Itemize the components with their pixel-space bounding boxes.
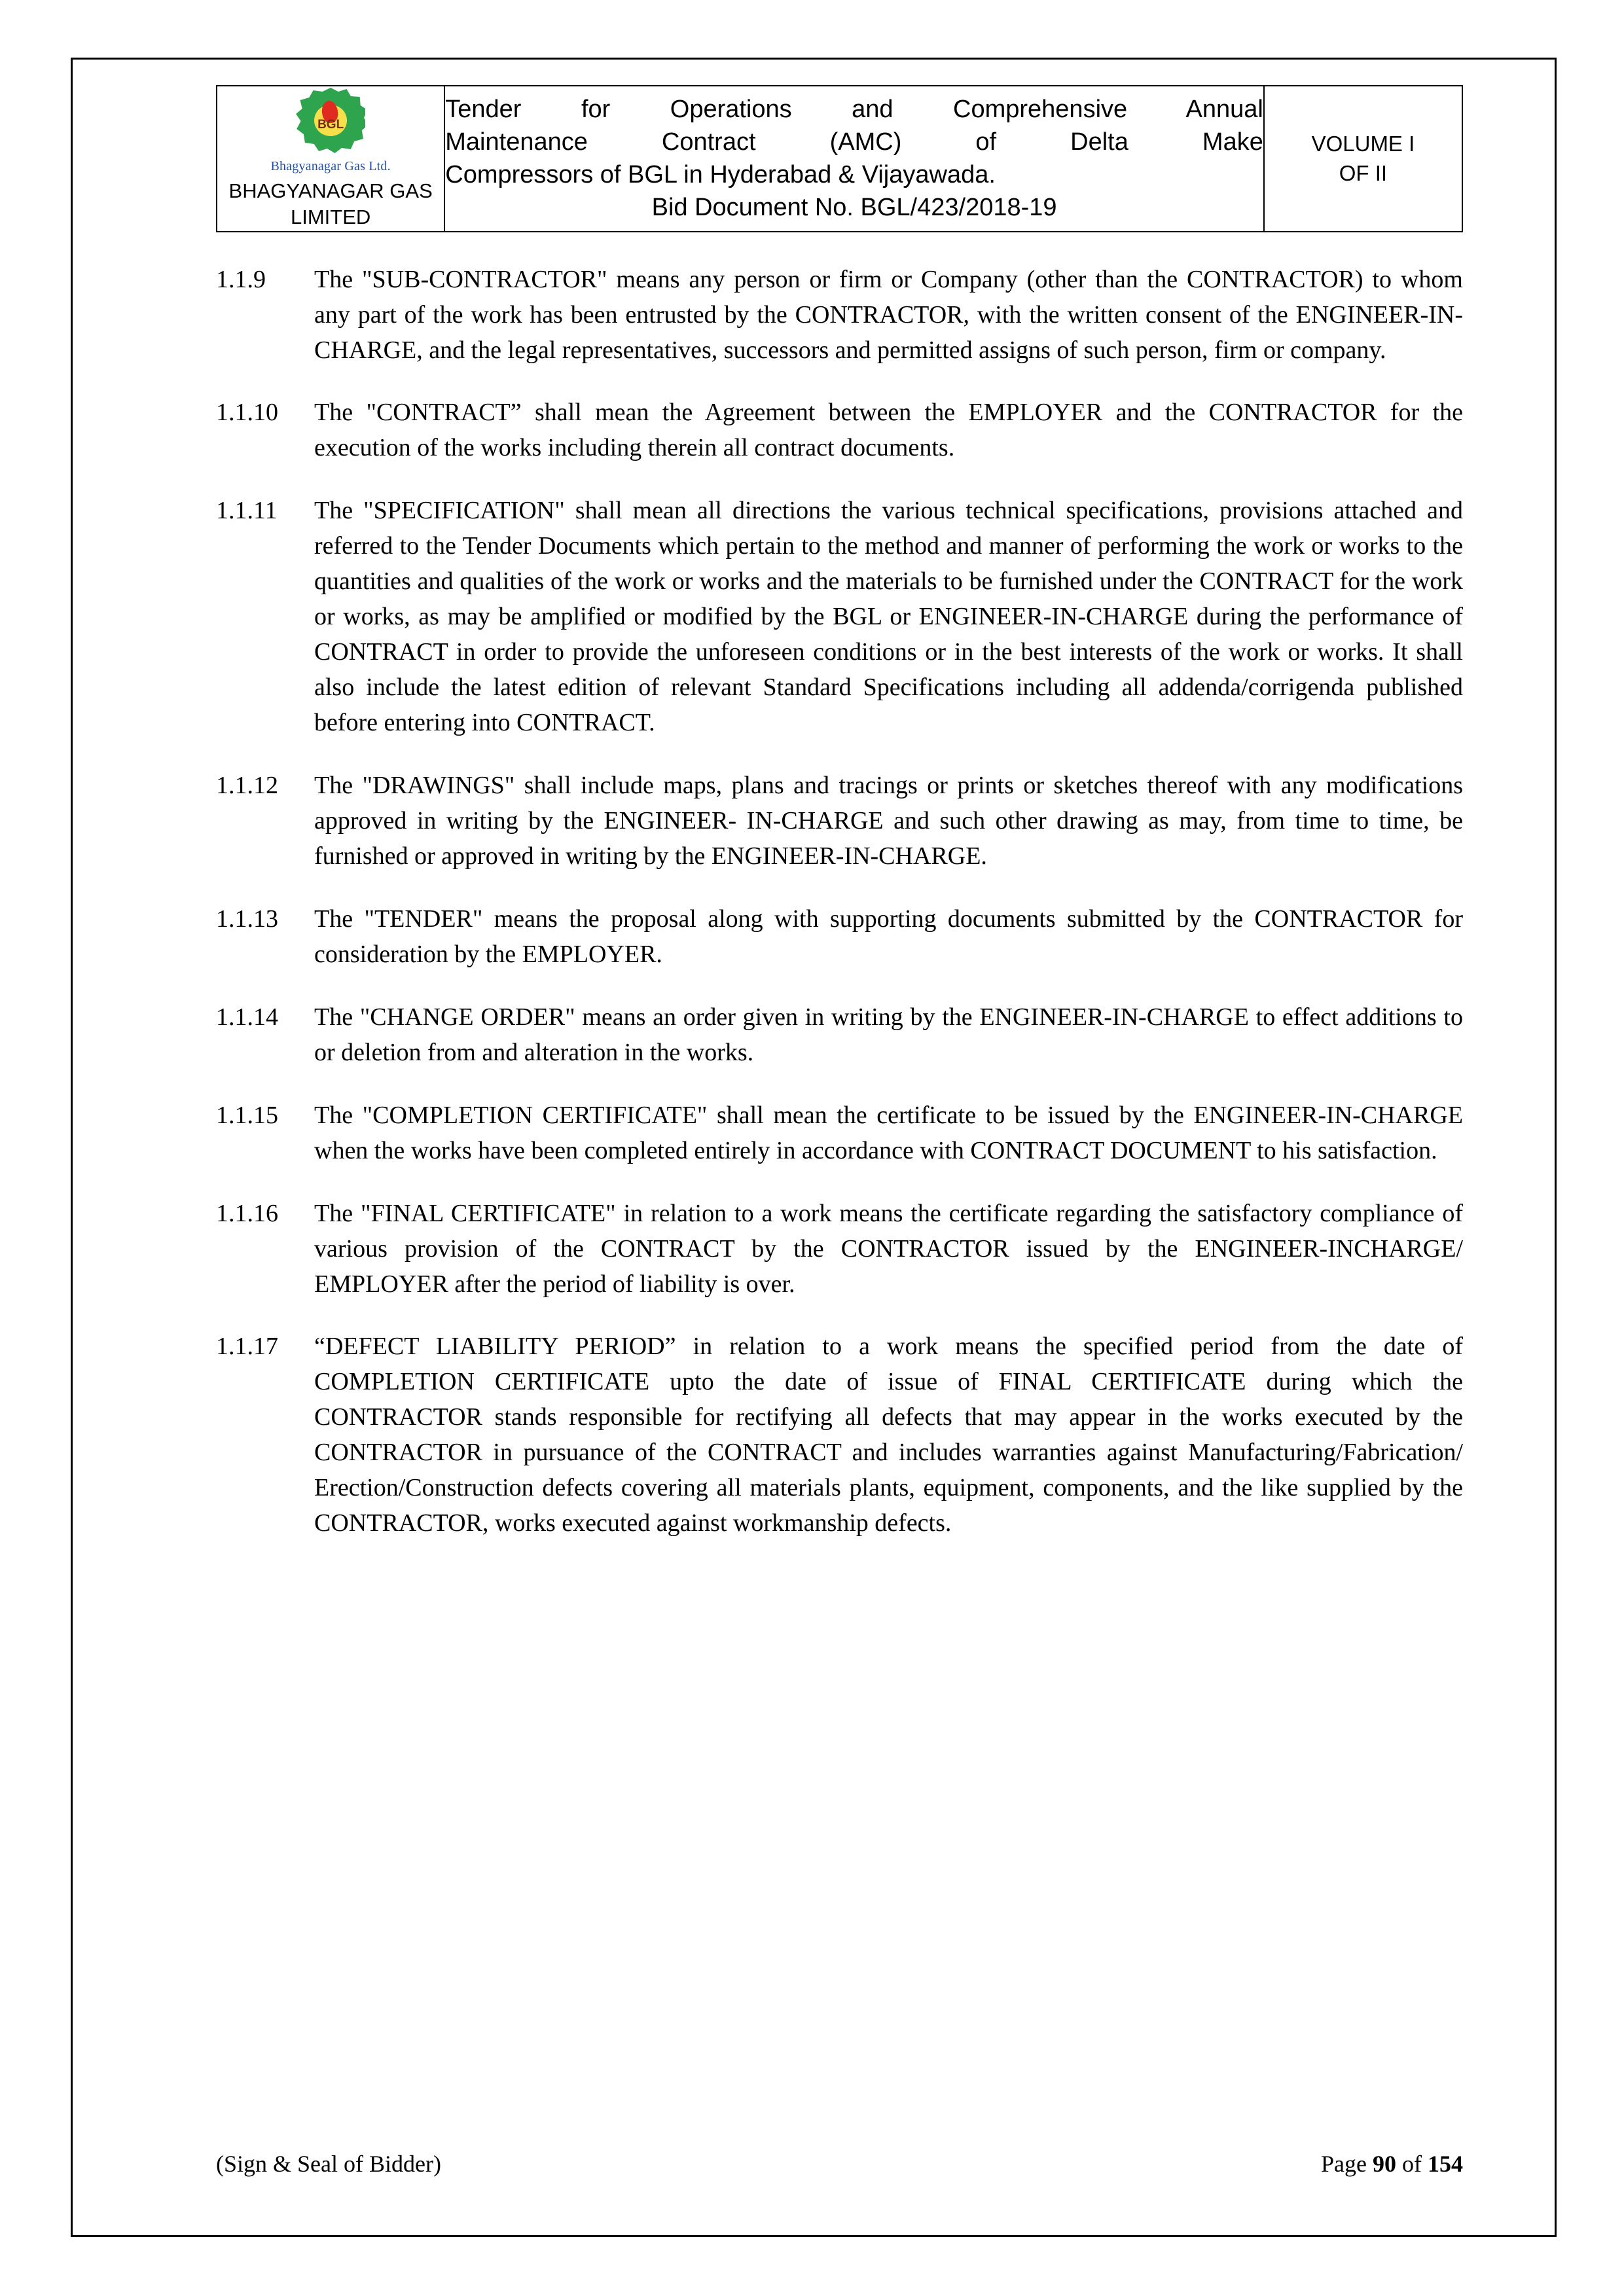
- logo-tagline: Bhagyanagar Gas Ltd.: [270, 159, 391, 173]
- footer-of-label: of: [1396, 2151, 1428, 2177]
- logo-mark-text: BGL: [317, 118, 344, 132]
- clause-number: 1.1.14: [216, 1003, 278, 1031]
- header-title-line-2: Maintenance Contract (AMC) of Delta Make: [445, 128, 1263, 156]
- header-logo-cell: [217, 86, 444, 232]
- clause-text: “DEFECT LIABILITY PERIOD” in relation to a work means the specified period from the date of COMPLETION CERTIFICATE upto the date of issue of FINAL CERTIFICATE during which the CONTRACTOR stands responsible for rectifying all defects that may appear in the works executed by the CONTRACTOR in pursuance of the CONTRACT and includes warranties against Manufacturing/Fabrication/ Erection/Construction defects covering all materials plants, equipment, components, and the like supplied by the CONTRACTOR, works executed against workmanship defects.: [314, 1333, 1463, 1537]
- clause-number: 1.1.10: [216, 399, 278, 427]
- clause-item: [216, 1000, 1463, 1071]
- header-volume-cell: [1264, 86, 1462, 232]
- clause-text: The "CONTRACT” shall mean the Agreement between the EMPLOYER and the CONTRACTOR for the execution of the works including therein all contract documents.: [314, 399, 1463, 462]
- clause-number: 1.1.17: [216, 1333, 278, 1361]
- clause-text: The "FINAL CERTIFICATE" in relation to a work means the certificate regarding the satisfactory compliance of various provision of the CONTRACT by the CONTRACTOR issued by the ENGINEER-INCHARGE/ EMPLOYER after the period of liability is over.: [314, 1199, 1463, 1298]
- clause-text: The "TENDER" means the proposal along with supporting documents submitted by the CONTRACTOR for consideration by the EMPLOYER.: [314, 905, 1463, 968]
- footer-total-pages: 154: [1428, 2151, 1463, 2177]
- footer-page-indicator: [1321, 2150, 1463, 2178]
- document-header-table: [216, 85, 1463, 232]
- clause-item: [216, 768, 1463, 874]
- clause-number: 1.1.15: [216, 1101, 278, 1129]
- company-name-line1: BHAGYANAGAR GAS: [228, 179, 433, 202]
- clause-number: 1.1.9: [216, 265, 266, 293]
- clause-text: The "DRAWINGS" shall include maps, plans and tracings or prints or sketches thereof with any modifications approved in writing by the ENGINEER- IN-CHARGE and such other drawing as may, from time to time, be furnished or approved in writing by the ENGINEER-IN-CHARGE.: [314, 772, 1463, 870]
- gear-flame-logo-icon: [281, 86, 380, 160]
- clause-item: [216, 493, 1463, 741]
- clause-item: [216, 1098, 1463, 1169]
- header-bid-document-number: Bid Document No. BGL/423/2018-19: [651, 194, 1057, 222]
- clause-item: [216, 395, 1463, 466]
- clause-text: The "COMPLETION CERTIFICATE" shall mean the certificate to be issued by the ENGINEER-IN-CHARGE when the works have been completed entirely in accordance with CONTRACT DOCUMENT to his satisfaction.: [314, 1101, 1463, 1164]
- page-content: [216, 85, 1486, 1569]
- clause-list: [216, 262, 1463, 1542]
- footer-page-label: Page: [1321, 2151, 1373, 2177]
- clause-item: [216, 262, 1463, 368]
- clause-number: 1.1.12: [216, 772, 278, 800]
- footer-page-number: 90: [1373, 2151, 1396, 2177]
- volume-line-2: OF II: [1339, 161, 1388, 186]
- header-title-line-3: Compressors of BGL in Hyderabad & Vijayawada.: [445, 161, 996, 189]
- header-row: [217, 86, 1462, 232]
- clause-item: [216, 902, 1463, 973]
- header-title-cell: [444, 86, 1264, 232]
- company-name-line2: LIMITED: [290, 206, 371, 229]
- clause-number: 1.1.16: [216, 1199, 278, 1227]
- volume-line-1: VOLUME I: [1311, 131, 1415, 156]
- footer-sign-seal: (Sign & Seal of Bidder): [216, 2151, 441, 2177]
- company-logo: [217, 86, 444, 174]
- page-footer: [216, 2150, 1463, 2178]
- clause-item: [216, 1329, 1463, 1541]
- clause-number: 1.1.13: [216, 905, 278, 933]
- clause-number: 1.1.11: [216, 497, 278, 525]
- clause-text: The "SUB-CONTRACTOR" means any person or firm or Company (other than the CONTRACTOR) to whom any part of the work has been entrusted by the CONTRACTOR, with the written consent of the ENGINEER-IN-CHARGE, and the legal representatives, successors and permitted assigns of such person, firm or company.: [314, 265, 1463, 364]
- clause-text: The "SPECIFICATION" shall mean all directions the various technical specifications, provisions attached and referred to the Tender Documents which pertain to the method and manner of performing the work or works to the quantities and qualities of the work or works and the materials to be furnished under the CONTRACT for the work or works, as may be amplified or modified by the BGL or ENGINEER-IN-CHARGE during the performance of CONTRACT in order to provide the unforeseen conditions or in the best interests of the work or works. It shall also include the latest edition of relevant Standard Specifications including all addenda/corrigenda published before entering into CONTRACT.: [314, 497, 1463, 737]
- clause-text: The "CHANGE ORDER" means an order given in writing by the ENGINEER-IN-CHARGE to effect additions to or deletion from and alteration in the works.: [314, 1003, 1463, 1066]
- header-title-line-1: Tender for Operations and Comprehensive Annual: [445, 95, 1263, 123]
- clause-item: [216, 1196, 1463, 1302]
